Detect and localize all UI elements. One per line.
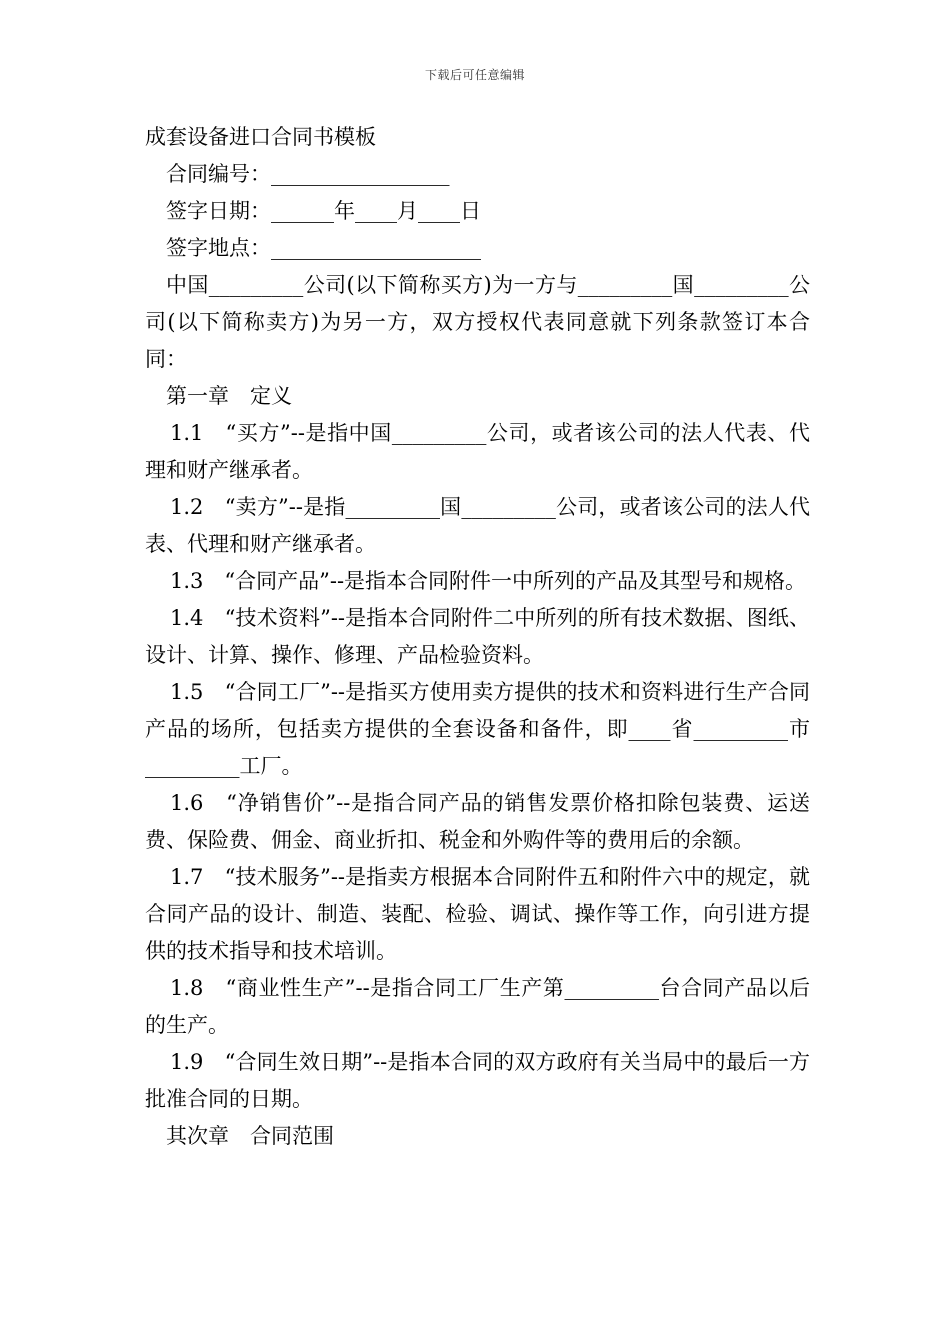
- chapter-1-heading: 第一章 定义: [166, 384, 292, 408]
- sign-date-line: 签字日期：______年____月____日: [166, 199, 481, 223]
- clause-1-8: 1.8 “商业性生产”--是指合同工厂生产第_________台合同产品以后的生产。: [145, 976, 810, 1037]
- clause-1-7: 1.7 “技术服务”--是指卖方根据本合同附件五和附件六中的规定，就合同产品的设计、制造、装配、检验、调试、操作等工作，向引进方提供的技术指导和技术培训。: [145, 865, 810, 963]
- clause-1-9: 1.9 “合同生效日期”--是指本合同的双方政府有关当局中的最后一方批准合同的日期。: [145, 1050, 810, 1111]
- clause-1-5: 1.5 “合同工厂”--是指买方使用卖方提供的技术和资料进行生产合同产品的场所，包括卖方提供的全套设备和备件，即____省_________市_________工厂。: [145, 680, 810, 778]
- clause-1-6: 1.6 “净销售价”--是指合同产品的销售发票价格扣除包装费、运送费、保险费、佣金、商业折扣、税金和外购件等的费用后的余额。: [145, 791, 810, 852]
- clause-1-4: 1.4 “技术资料”--是指本合同附件二中所列的所有技术数据、图纸、设计、计算、操作、修理、产品检验资料。: [145, 606, 810, 667]
- sign-place-line: 签字地点：____________________: [166, 236, 481, 260]
- contract-number-line: 合同编号：_________________: [166, 162, 450, 186]
- clause-1-1: 1.1 “买方”--是指中国_________公司，或者该公司的法人代表、代理和财产继承者。: [145, 421, 810, 482]
- clause-1-2: 1.2 “卖方”--是指_________国_________公司，或者该公司的法人代表、代理和财产继承者。: [145, 495, 810, 556]
- page-header-note: 下载后可任意编辑: [424, 68, 525, 82]
- document-title: 成套设备进口合同书模板: [145, 125, 376, 149]
- chapter-2-heading: 其次章 合同范围: [166, 1124, 334, 1148]
- intro-paragraph: 中国_________公司(以下简称买方)为一方与_________国_________公司(以下简称卖方)为另一方，双方授权代表同意就下列条款签订本合同：: [145, 273, 810, 371]
- clause-1-3: 1.3 “合同产品”--是指本合同附件一中所列的产品及其型号和规格。: [170, 569, 807, 593]
- document-body: [145, 119, 810, 1155]
